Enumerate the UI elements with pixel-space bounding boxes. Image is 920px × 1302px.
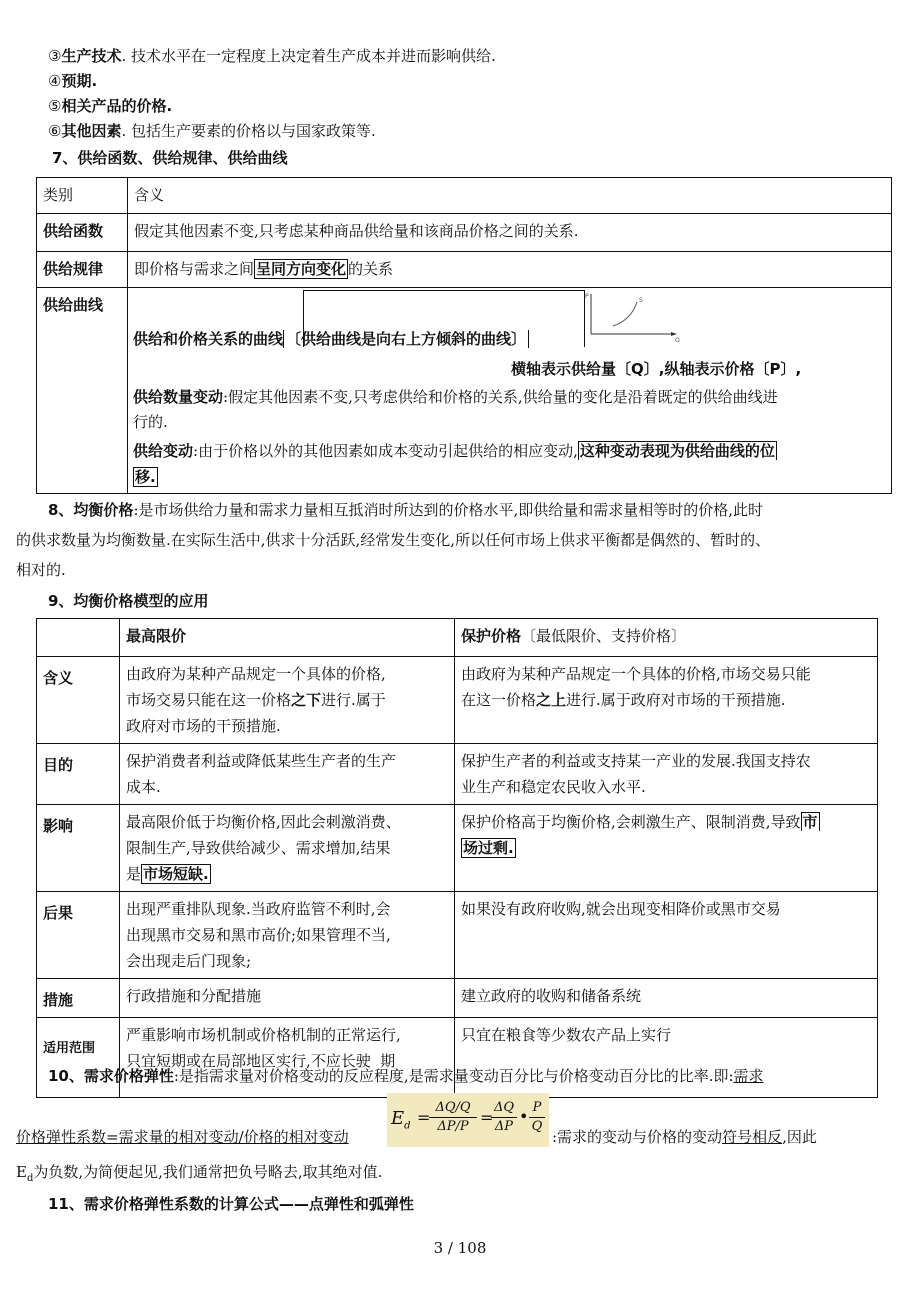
section8-line3: 相对的.: [16, 561, 66, 579]
row-text-curve: [128, 288, 892, 494]
floor-consequence: 如果没有政府收购,就会出现变相降价或黑市交易: [455, 892, 878, 979]
axis-description: 横轴表示供给量〔Q〕,纵轴表示价格〔P〕,: [511, 360, 802, 378]
graph-label-p: P: [585, 293, 589, 300]
section8-line2: 的供求数量为均衡数量.在实际生活中,供求十分活跃,经常发生变化,所以任何市场上供求平衡都是偶然的、暂时的、: [16, 531, 771, 549]
graph-supply-curve: [613, 302, 637, 326]
row-label-curve: 供给曲线: [37, 288, 128, 494]
boxed-shortage: 市场短缺.: [143, 865, 209, 883]
formula-frac2: ΔQ ΔP: [491, 1099, 517, 1136]
supply-change-line1: 供给变动:由于价格以外的其他因素如成本变动引起供给的相应变动, 这种变动表现为供给曲线的位: [133, 442, 775, 460]
row-text-law: 即价格与需求之间 呈同方向变化 的关系: [128, 252, 892, 288]
price-control-table: [36, 618, 878, 1098]
elasticity-formula: $E_d$ = ΔQ/Q ΔP/P = ΔQ ΔP • P Q: [387, 1093, 549, 1147]
floor-scope: 只宜在粮食等少数农产品上实行: [455, 1018, 878, 1098]
ceiling-consequence: 出现严重排队现象.当政府监管不利时,会 出现黑市交易和黑市高价;如果管理不当, 会出现走后门现象;: [120, 892, 455, 979]
formula-frac1: ΔQ/Q ΔP/P: [429, 1099, 477, 1136]
ceiling-impact: 最高限价低于均衡价格,因此会刺激消费、 限制生产,导致供给减少、需求增加,结果 是 市场短缺.: [120, 805, 455, 892]
supply-table: [36, 177, 892, 494]
header-ceiling: 最高限价: [120, 619, 455, 657]
graph-label-q: Q: [675, 337, 680, 342]
ceiling-scope: 严重影响市场机制或价格机制的正常运行, 只宜短期或在局部地区实行,不应长驶 期: [120, 1018, 455, 1098]
supply-curve-graph: [583, 290, 683, 342]
boxed-surplus: 市: [802, 813, 818, 831]
section11-heading: 11、需求价格弹性系数的计算公式——点弹性和弧弹性: [48, 1195, 414, 1213]
curve-boxed-text: 〔供给曲线是向右上方倾斜的曲线〕: [283, 330, 529, 348]
section10-line3: $E_d$为负数,为简便起见,我们通常把负号略去,取其绝对值.: [16, 1163, 383, 1184]
formula-frac3: P Q: [529, 1099, 545, 1136]
ceiling-measures: 行政措施和分配措施: [120, 979, 455, 1018]
header-category: 类别: [37, 178, 128, 214]
quantity-change-line2: 行的.: [133, 413, 168, 431]
section7-heading: 7、供给函数、供给规律、供给曲线: [52, 149, 288, 167]
ceiling-meaning: 由政府为某种产品规定一个具体的价格, 市场交易只能在这一价格之下进行.属于 政府对市场的干预措施.: [120, 657, 455, 744]
factor-line-5: ⑤相关产品的价格.: [48, 97, 173, 115]
row-label-impact: 影响: [37, 805, 120, 892]
section9-heading: 9、均衡价格模型的应用: [48, 592, 209, 610]
factor-title: 生产技术: [61, 47, 122, 65]
section8-line1: 8、均衡价格:是市场供给力量和需求力量相互抵消时所达到的价格水平,即供给量和需求量相等时的价格,此时: [48, 501, 764, 519]
floor-measures: 建立政府的收购和储备系统: [455, 979, 878, 1018]
boxed-curve-shift: 这种变动表现为供给曲线的位: [579, 442, 775, 460]
row-label-consequence: 后果: [37, 892, 120, 979]
row-label-function: 供给函数: [37, 214, 128, 252]
boxed-same-direction: 呈同方向变化: [256, 260, 347, 278]
factor-line-4: ④预期.: [48, 72, 98, 90]
header-meaning: 含义: [128, 178, 892, 214]
row-label-meaning: 含义: [37, 657, 120, 744]
floor-purpose: 保护生产者的利益或支持某一产业的发展.我国支持农 业生产和稳定农民收入水平.: [455, 744, 878, 805]
curve-description: 供给和价格关系的曲线 〔供给曲线是向右上方倾斜的曲线〕: [133, 326, 529, 352]
ceiling-purpose: 保护消费者利益或降低某些生产者的生产 成本.: [120, 744, 455, 805]
row-label-law: 供给规律: [37, 252, 128, 288]
section10-line2-pre: 价格弹性系数=需求量的相对变动/价格的相对变动: [16, 1128, 349, 1146]
floor-impact: 保护价格高于均衡价格,会刺激生产、限制消费,导致 市 场过剩.: [455, 805, 878, 892]
page-number: 3 / 108: [433, 1239, 487, 1257]
row-text-function: 假定其他因素不变,只考虑某种商品供给量和该商品价格之间的关系.: [128, 214, 892, 252]
graph-label-s: S: [639, 297, 643, 304]
factor-line-6: ⑥其他因素. 包括生产要素的价格以与国家政策等.: [48, 122, 376, 140]
row-label-measures: 措施: [37, 979, 120, 1018]
section10-line1: 10、需求价格弹性:是指需求量对价格变动的反应程度,是需求量变动百分比与价格变动百分比的比率.即:需求: [48, 1067, 764, 1085]
floor-meaning: 由政府为某种产品规定一个具体的价格,市场交易只能 在这一价格之上进行.属于政府对市场的干预措施.: [455, 657, 878, 744]
row-label-scope: 适用范围: [37, 1018, 120, 1098]
factor-line-3: ③生产技术. 技术水平在一定程度上决定着生产成本并进而影响供给.: [48, 47, 496, 65]
quantity-change-line1: 供给数量变动:假定其他因素不变,只考虑供给和价格的关系,供给量的变化是沿着既定的供给曲线进: [133, 388, 778, 406]
row-label-purpose: 目的: [37, 744, 120, 805]
header-floor: 保护价格〔最低限价、支持价格〕: [455, 619, 878, 657]
section10-line2-post: :需求的变动与价格的变动符号相反,因此: [552, 1128, 817, 1146]
graph-x-arrow: [671, 332, 677, 336]
supply-change-line2: 移.: [135, 468, 156, 486]
